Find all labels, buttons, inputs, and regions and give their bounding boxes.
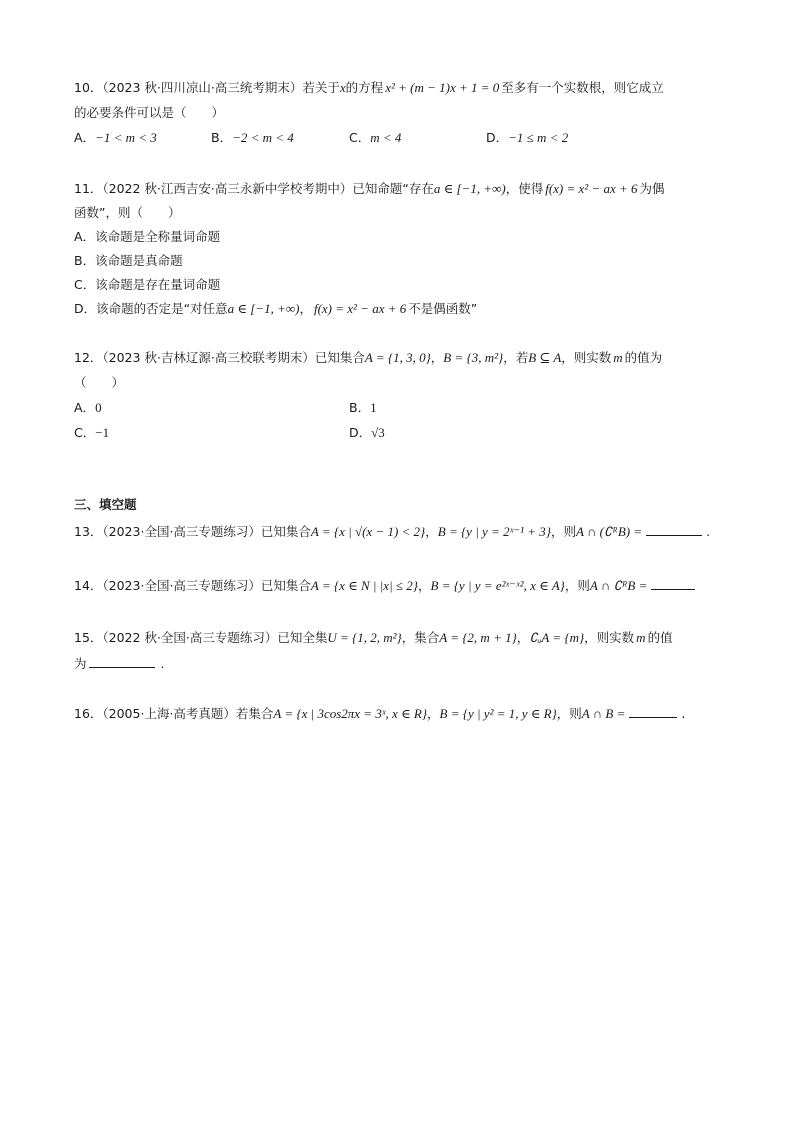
option-label: A． (74, 229, 96, 244)
option-text: m < 4 (370, 130, 402, 145)
option-label: D． (349, 425, 372, 440)
q10-option-a (74, 130, 157, 146)
q15-mid1: ，集合 (401, 630, 440, 645)
q16-stem-prefix: 16．（2005·上海·高考真题）若集合 (74, 706, 274, 721)
option-text: −1 (95, 425, 110, 440)
q13-set-b: B = {y | y = 2ˣ⁻¹ + 3} (437, 524, 551, 539)
option-d-prefix: D．该命题的否定是“对任意 (74, 301, 228, 316)
option-d-func: f(x) = x² − ax + 6 (313, 301, 407, 316)
q11-stem-line2: 函数”，则（ ） (74, 205, 181, 220)
q10-equation: x² + (m − 1)x + 1 = 0 (385, 80, 500, 95)
q12-stem-line1 (74, 350, 662, 366)
q12-option-a (74, 400, 102, 416)
q12-option-c (74, 425, 109, 441)
q13-end: . (706, 524, 711, 539)
q10-stem-prefix: 10．（2023 秋·四川凉山·高三统考期末）若关于 (74, 80, 340, 95)
q10-option-d (486, 130, 568, 146)
option-d-cond: a ∈ [−1, +∞) (227, 301, 300, 316)
q16-stem (74, 705, 685, 722)
q12-set-b: B = {3, m²} (443, 350, 504, 365)
q14-answer-blank[interactable] (651, 577, 695, 590)
q13-mid: ，则 (550, 524, 576, 539)
q12-set-a: A = {1, 3, 0} (364, 350, 431, 365)
q12-relation: B ⊆ A (528, 350, 562, 365)
option-text: √3 (371, 425, 385, 440)
option-text: −1 < m < 3 (95, 130, 157, 145)
option-label: D． (486, 130, 509, 145)
q16-end: . (681, 706, 686, 721)
q15-complement: ∁ᵤA = {m} (529, 630, 585, 645)
q13-expr: A ∩ (∁ᴿB) = (575, 524, 643, 539)
q15-tail: 的值 (647, 630, 673, 645)
q11-option-d (74, 301, 477, 317)
option-text: −2 < m < 4 (232, 130, 294, 145)
q11-option-c (74, 277, 220, 293)
option-d-comma: ， (299, 301, 312, 316)
q10-mid: 的方程 (345, 80, 384, 95)
option-text: 该命题是真命题 (95, 253, 183, 268)
q15-var-m: m (636, 630, 646, 645)
q11-cond: a ∈ [−1, +∞) (433, 181, 506, 196)
q14-expr: A ∩ ∁ᴿB = (589, 578, 648, 593)
option-label: C． (349, 130, 371, 145)
q15-line2-prefix: 为 (74, 656, 87, 671)
q11-option-a (74, 229, 220, 245)
option-label: C． (74, 425, 96, 440)
section-title: 三、填空题 (74, 497, 137, 512)
q15-answer-blank[interactable] (89, 655, 155, 668)
q12-option-b (349, 400, 377, 416)
q12-comma: ， (430, 350, 444, 365)
q12-var-m: m (613, 350, 623, 365)
q10-stem-suffix: 至多有一个实数根，则它成立 (501, 80, 664, 95)
q16-set-a: A = {x | 3cos2πx = 3ˣ, x ∈ R} (273, 706, 428, 721)
q10-option-c (349, 130, 401, 146)
q15-set-a: A = {2, m + 1} (439, 630, 517, 645)
option-label: A． (74, 130, 96, 145)
q16-answer-blank[interactable] (629, 705, 677, 718)
q14-comma: ， (418, 578, 431, 593)
q16-expr: A ∩ B = (581, 706, 626, 721)
q13-stem-prefix: 13．（2023·全国·高三专题练习）已知集合 (74, 524, 311, 539)
q15-mid2: ，则实数 (584, 630, 635, 645)
q12-stem-line2: （ ） (74, 375, 125, 390)
q14-stem-prefix: 14．（2023·全国·高三专题练习）已知集合 (74, 578, 311, 593)
option-text: 1 (370, 400, 377, 415)
q14-set-a: A = {x ∈ N | |x| ≤ 2} (310, 578, 418, 593)
q16-mid: ，则 (556, 706, 582, 721)
q15-stem-line1 (74, 630, 673, 646)
option-d-suffix: 不是偶函数” (408, 301, 478, 316)
q12-mid: ，若 (503, 350, 529, 365)
q10-option-b (211, 130, 294, 146)
q14-set-b: B = {y | y = e²ˣ⁻ˣ², x ∈ A} (430, 578, 565, 593)
q14-stem (74, 577, 695, 594)
q11-func: f(x) = x² − ax + 6 (545, 181, 638, 196)
q11-stem-line1 (74, 181, 665, 197)
q11-mid: ，使得 (505, 181, 544, 196)
q10-stem-line2: 的必要条件可以是（ ） (74, 105, 225, 120)
q14-mid: ，则 (564, 578, 590, 593)
q15-set-u: U = {1, 2, m²} (327, 630, 402, 645)
q13-answer-blank[interactable] (646, 523, 702, 536)
q12-option-d (349, 425, 385, 441)
option-label: B． (349, 400, 371, 415)
q16-comma: ， (427, 706, 440, 721)
q10-stem-line1 (74, 80, 664, 96)
option-label: B． (211, 130, 233, 145)
option-text: 0 (95, 400, 102, 415)
q10-var-x: x (339, 80, 346, 95)
q15-stem-line2 (74, 655, 165, 672)
q15-comma: ， (516, 630, 530, 645)
option-label: A． (74, 400, 96, 415)
q11-stem-prefix: 11．（2022 秋·江西吉安·高三永新中学校考期中）已知命题“存在 (74, 181, 434, 196)
q13-comma: ， (425, 524, 438, 539)
option-text: −1 ≤ m < 2 (508, 130, 569, 145)
option-text: 该命题是存在量词命题 (95, 277, 221, 292)
q11-stem-suffix: 为偶 (639, 181, 665, 196)
q15-end: . (160, 656, 165, 671)
q12-suffix: ，则实数 (561, 350, 612, 365)
q13-stem (74, 523, 710, 540)
q11-option-b (74, 253, 183, 269)
q12-tail: 的值为 (624, 350, 663, 365)
q16-set-b: B = {y | y² = 1, y ∈ R} (439, 706, 557, 721)
option-label: B． (74, 253, 96, 268)
q12-stem-prefix: 12．（2023 秋·吉林辽源·高三校联考期末）已知集合 (74, 350, 365, 365)
q13-set-a: A = {x | √(x − 1) < 2} (310, 524, 426, 539)
option-text: 该命题是全称量词命题 (95, 229, 221, 244)
q15-stem-prefix: 15．（2022 秋·全国·高三专题练习）已知全集 (74, 630, 328, 645)
option-label: C． (74, 277, 96, 292)
